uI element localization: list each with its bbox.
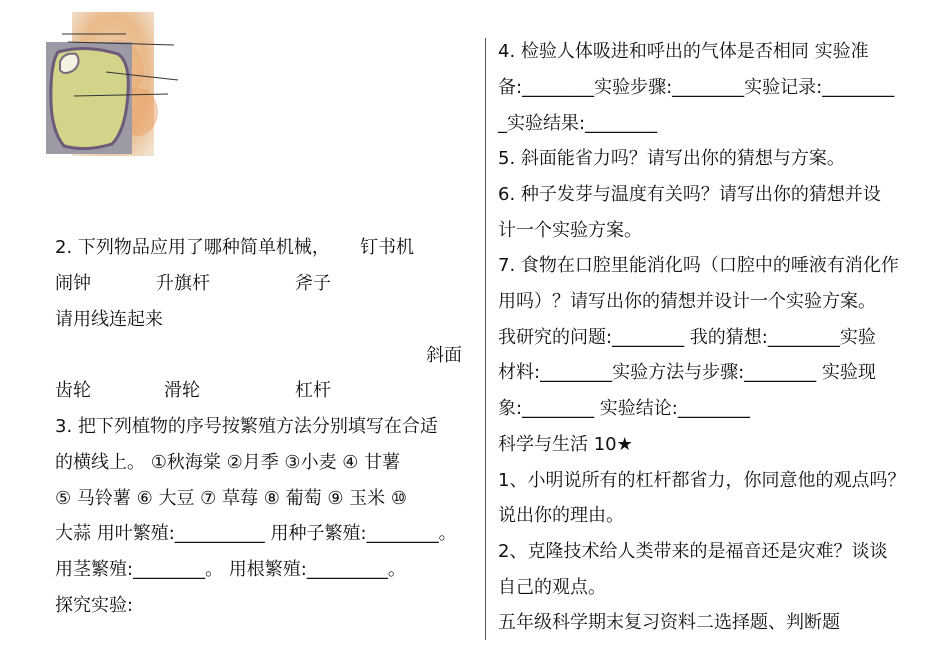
q2-item-alarm: 闹钟 [55,273,91,294]
q3-line-3: ⑤ 马铃薯 ⑥ 大豆 ⑦ 草莓 ⑧ 葡萄 ⑨ 玉米 ⑩ [55,488,408,509]
right-line-6: 计一个实验方案。 [498,220,642,241]
q2-instruction: 请用线连起来 [55,309,163,330]
q2-item-flagpole: 升旗杆 [156,273,210,294]
q2-machine-lever: 杠杆 [295,380,331,401]
right-line-2: 备:________实验步骤:________实验记录:________ [498,77,895,98]
q2-machine-pulley: 滑轮 [164,380,200,401]
right-line-17: 五年级科学期末复习资料二选择题、判断题 [498,612,840,633]
q2-item-stapler: 钉书机 [360,237,414,258]
right-line-5: 6. 种子发芽与温度有关吗？请写出你的猜想并设 [498,184,881,205]
column-divider [485,38,486,640]
right-line-1: 4. 检验人体吸进和呼出的气体是否相同 实验准 [498,41,869,62]
section-explore-heading: 探究实验: [55,595,134,616]
right-line-14: 说出你的理由。 [498,505,624,526]
right-line-7: 7. 食物在口腔里能消化吗（口腔中的唾液有消化作 [498,255,899,276]
right-line-4: 5. 斜面能省力吗？请写出你的猜想与方案。 [498,148,845,169]
right-line-15: 2、克隆技术给人类带来的是福音还是灾难？谈谈 [498,541,888,562]
q3-line-2: 的横线上。 ①秋海棠 ②月季 ③小麦 ④ 甘薯 [55,452,401,473]
cell-diagram-image [46,12,186,156]
q2-machine-incline: 斜面 [426,345,462,366]
right-line-3: _实验结果:________ [498,113,658,134]
q2-prompt: 2. 下列物品应用了哪种简单机械， [55,237,330,258]
right-line-16: 自己的观点。 [498,577,606,598]
right-line-8: 用吗）？请写出你的猜想并设计一个实验方案。 [498,291,876,312]
q2-machine-gear: 齿轮 [55,380,91,401]
q3-line-4: 大蒜 用叶繁殖:__________ 用种子繁殖:________。 [55,523,457,544]
q3-line-1: 3. 把下列植物的序号按繁殖方法分别填写在合适 [55,416,438,437]
right-line-13: 1、小明说所有的杠杆都省力，你同意他的观点吗？ [498,470,906,491]
right-line-9: 我研究的问题:________ 我的猜想:________实验 [498,327,876,348]
q3-line-5: 用茎繁殖:________。 用根繁殖:_________。 [55,559,406,580]
q2-item-axe: 斧子 [295,273,331,294]
right-line-12: 科学与生活 10★ [498,434,633,455]
right-line-10: 材料:________实验方法与步骤:________ 实验现 [498,362,876,383]
right-line-11: 象:________ 实验结论:________ [498,398,750,419]
